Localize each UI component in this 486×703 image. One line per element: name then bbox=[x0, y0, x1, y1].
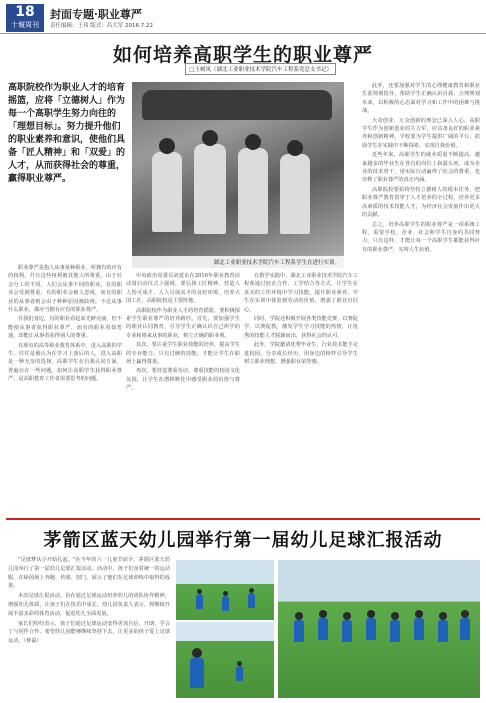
paragraph: 高职院校作为职业人才的培育摇篮，要积极探索学生职业尊严的培养路径。首先，要加强学生的职业认同教育，引导学生正确认识自己所学的专业和将来从事的职业，树立正确的职业观。 bbox=[126, 307, 240, 339]
article-column bbox=[244, 272, 358, 514]
pull-quote bbox=[8, 82, 128, 260]
child-head bbox=[415, 610, 423, 618]
paragraph: 其次，要注重学生职业技能的培养，提高学生的专业能力。只有过硬的技能，才能让学生在职场上赢得尊重。 bbox=[126, 342, 240, 366]
paragraph: 职业尊严是指人从事某种职业，所拥有的应有的权利，并且这些权利被其他人所尊重。由于社会分工的不同，人们会从事不同的职业，有的职业会受到尊重，有的职业会被人忽视，而有的职业的从事者则会由于种种原因被歧视。不论从事什么职业，都应当拥有应有的职业尊严。 bbox=[8, 265, 122, 314]
child-figure bbox=[414, 618, 424, 640]
child-head bbox=[192, 648, 202, 658]
editor-credits: 责任编辑：王玮 版式：昌大军 2016.7.22 bbox=[50, 23, 153, 29]
student-figure bbox=[194, 144, 226, 234]
child-head bbox=[367, 610, 375, 618]
article-column bbox=[362, 82, 480, 514]
paragraph: 大众创业、万众创新的理念已深入人心。高职学生作为创新创业的主力军，应具备良好的职业素养和创新精神。学校要为学生提供广阔的平台，鼓励学生在实践中不断探索，实现自我价值。 bbox=[362, 117, 480, 149]
child-head bbox=[439, 612, 447, 620]
article-byline: □王树凤（湖北工业职业技术学院汽车工程系党总支书记） bbox=[185, 63, 336, 75]
child-head bbox=[461, 610, 469, 618]
soccer-photo bbox=[176, 560, 274, 620]
paragraph: 中央政治局委员刘延东在2016年职业教育活动周启动仪式上强调，要弘扬工匠精神，营造人人皆可成才、人人尽展其才的良好环境。培养大国工匠，高职院校是主要阵地。 bbox=[126, 273, 240, 305]
paragraph: 在现有的高等职业教育体系中，进入高职的学生，往往是被认为在学习上落后的人，进入高职是一种无奈的选择。高职学生在自我认同方面，普遍存在一些问题。如何让高职学生获得职业尊严，是高职教育工作者需要思考的问题。 bbox=[8, 342, 122, 383]
workshop-photo bbox=[132, 82, 344, 268]
child-head bbox=[237, 661, 242, 666]
child-head bbox=[223, 591, 228, 596]
paragraph: 再次，要营造尊重劳动、尊重技能的校园文化氛围，让学生在潜移默化中感受职业的价值与尊严。 bbox=[126, 368, 240, 392]
article-column bbox=[126, 272, 240, 514]
student-head bbox=[287, 140, 303, 156]
section-divider bbox=[6, 518, 480, 520]
page-number: 18 bbox=[15, 4, 35, 20]
article-column bbox=[8, 264, 122, 514]
child-figure bbox=[294, 620, 304, 642]
student-head bbox=[202, 130, 218, 146]
child-figure bbox=[390, 620, 400, 642]
student-figure bbox=[238, 148, 268, 234]
soccer-photo bbox=[278, 560, 480, 698]
child-figure bbox=[236, 666, 243, 681]
child-figure bbox=[438, 620, 448, 642]
child-figure bbox=[196, 594, 203, 609]
paragraph: 总之，培养高职学生的职业尊严是一项系统工程，需要学校、企业、社会和学生自身的共同努力。只有这样，才能让每一个高职学生都能获得应有的职业尊严，实现人生价值。 bbox=[362, 221, 480, 253]
page-header bbox=[0, 0, 486, 34]
article2-column bbox=[8, 556, 170, 698]
photo-caption: 湖北工业职业技术学院汽车工程系学生在进行实训。 bbox=[132, 256, 344, 268]
soccer-photo bbox=[176, 622, 274, 698]
pull-quote-text: 高职院校作为职业人才的培育摇篮，应将「立德树人」作为每一个高职学生努力向往的「理想目标」。努力提升他们的职业素养和意识，使他们具备「匠人精神」和「双爱」的人才，从而获得社会的尊重，赢得职业尊严。 bbox=[8, 83, 126, 184]
article2-headline: 茅箭区蓝天幼儿园举行第一届幼儿足球汇报活动 bbox=[43, 530, 443, 551]
child-figure bbox=[366, 618, 376, 640]
child-figure bbox=[222, 596, 229, 611]
page-badge bbox=[6, 4, 44, 32]
child-figure bbox=[248, 593, 255, 608]
article-headline: 如何培养高职学生的职业尊严 bbox=[112, 44, 373, 66]
child-head bbox=[391, 612, 399, 620]
paragraph: 本次足球汇报活动，旨在通过足球运动培养幼儿的团队协作精神，增强幼儿体质，让孩子们在快乐中成长。幼儿园负责人表示，将继续开展丰富多彩的体育活动，促进幼儿全面发展。 bbox=[8, 593, 170, 617]
child-figure bbox=[460, 618, 470, 640]
paragraph: 同时，学院还积极开展各类技能竞赛，以赛促学、以赛促教，激发学生学习技能的热情，让优秀的技能人才脱颖而出，获得社会的认可。 bbox=[244, 316, 358, 339]
child-head bbox=[343, 612, 351, 620]
student-head bbox=[159, 138, 175, 154]
child-head bbox=[295, 612, 303, 620]
child-head bbox=[319, 610, 327, 618]
car-underside bbox=[142, 90, 332, 120]
paragraph: 家长们纷纷表示，孩子们通过足球运动变得更加自信、开朗，学会了与同伴合作，希望幼儿园能够继续坚持下去，让更多的孩子爱上足球运动。（钟磊） bbox=[8, 620, 170, 645]
section-title: 封面专题·职业尊严 bbox=[50, 8, 142, 21]
child-head bbox=[249, 588, 254, 593]
paragraph: 在教学实践中，湖北工业职业技术学院汽车工程系通过校企合作、工学结合等方式，让学生在真实的工作环境中学习技能，提升职业素养。学生在实训中体验到劳动的价值，增强了职业自信心。 bbox=[244, 273, 358, 313]
child-figure bbox=[190, 658, 204, 688]
paragraph: 近些年来，高职学生的就业质量不断提高，越来越多的毕业生在各自的岗位上崭露头角，成为企业的技术骨干，用实际行动赢得了社会的尊重，也诠释了职业尊严的真正内涵。 bbox=[362, 152, 480, 184]
student-figure bbox=[280, 154, 310, 234]
child-figure bbox=[342, 620, 352, 642]
student-figure bbox=[152, 152, 182, 232]
child-figure bbox=[318, 618, 328, 640]
paper-name: 十堰周刊 bbox=[11, 21, 39, 29]
paragraph: 高职院校要始终坚持立德树人的根本任务，把职业尊严教育贯穿于人才培养的全过程，培养更多高素质的技术技能人才，为经济社会发展作出更大的贡献。 bbox=[362, 186, 480, 219]
paragraph: 此外，学院邀请优秀毕业生、行业技术能手走进校园，分享成长经历，用身边的榜样引导学生树立职业理想，增强职业荣誉感。 bbox=[244, 342, 358, 366]
paragraph: 此外，还要加强对学生的心理健康教育和职业生涯规划指导，帮助学生正确认识自我，合理规划未来，以积极的心态面对学习和工作中的困难与挑战。 bbox=[362, 83, 480, 115]
paragraph: 在我们身边，有的职业看起来光鲜亮丽，但不能使从事者获得职业尊严，而有的职业看似普通，却能让从事者获得别人的尊重。 bbox=[8, 316, 122, 340]
paragraph: "足球梦从小开始扎起。"在今年的六一儿童节前夕，茅箭区蓝天幼儿园举行了第一届幼儿足球汇报活动。活动中，孩子们身着统一的运动服，在绿茵场上奔跑、传球、射门，展示了他们在足球训练中取得的成果。 bbox=[8, 557, 170, 590]
child-head bbox=[197, 589, 202, 594]
student-head bbox=[245, 134, 261, 150]
